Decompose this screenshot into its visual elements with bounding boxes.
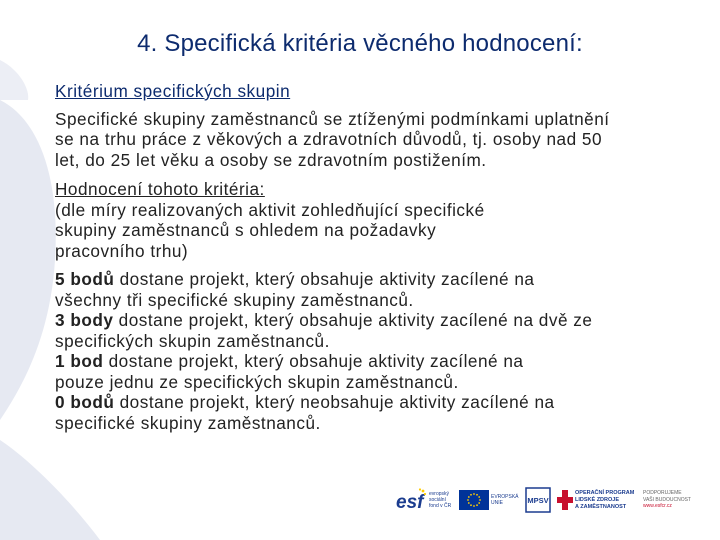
score-1-line-1 [55,351,680,372]
score-5-line-1 [55,269,680,290]
op-caption-line-1: OPERAČNÍ PROGRAM [575,489,635,496]
support-caption-line-2: VAŠI BUDOUCNOST [643,496,691,503]
score-5-points: 5 bodů [55,269,115,289]
op-lzz-icon [557,489,573,511]
op-caption-line-3: A ZAMĚSTNANOST [575,503,627,510]
score-1-text: dostane projekt, který obsahuje aktivity zacílené na [103,351,524,371]
footer-logos [395,481,715,519]
score-0-text: dostane projekt, který neobsahuje aktivity zacílené na [114,392,555,412]
evaluation-note-line-2: skupiny zaměstnanců s ohledem na požadavky [55,220,437,240]
op-caption [575,490,637,511]
mpsv-logo-icon [525,487,551,513]
score-0-points: 0 bodů [55,392,115,412]
score-3-line-2: specifických skupin zaměstnanců. [55,330,330,351]
esf-logo-icon [395,487,427,513]
op-lzz-logo [557,489,637,511]
evaluation-heading: Hodnocení tohoto kritéria: [55,179,265,199]
eu-flag-icon [459,490,489,510]
score-0-line-2: specifické skupiny zaměstnanců. [55,412,321,433]
score-1-line-2: pouze jednu ze specifických skupin zaměstnanců. [55,371,459,392]
esf-caption-line-3: fond v ČR [429,503,452,509]
score-5-line-2: všechny tři specifické skupiny zaměstnanců. [55,289,414,310]
support-caption [643,490,695,510]
slide-title: 4. Specifická kritéria věcného hodnocení: [137,30,583,57]
score-0-line-1 [55,392,680,413]
esf-logo-text: esf [396,492,424,513]
esf-caption-line-2: sociální [429,497,446,503]
support-url-link[interactable]: www.esfcr.cz [643,503,672,510]
score-1-points: 1 bod [55,351,104,371]
esf-caption [429,491,453,509]
eu-caption: EVROPSKÁ UNIE [491,494,519,506]
op-caption-line-2: LIDSKÉ ZDROJE [575,496,620,503]
esf-logo [395,487,453,513]
score-3-line-1 [55,310,680,331]
evaluation-note-line-1: (dle míry realizovaných aktivit zohledňující specifické [55,199,485,220]
support-caption-line-1: PODPORUJEME [643,490,682,497]
mpsv-logo-text: MPSV [527,496,549,505]
intro-line-2: se na trhu práce z věkových a zdravotních důvodů, tj. osoby nad 50 [55,129,603,149]
score-3-points: 3 body [55,310,114,330]
intro-line-1: Specifické skupiny zaměstnanců se ztíženými podmínkami uplatnění [55,108,610,129]
esf-caption-line-1: evropský [429,491,450,497]
criterion-heading: Kritérium specifických skupin [55,81,291,101]
slide-content [55,81,680,433]
score-3-text: dostane projekt, který obsahuje aktivity zacílené na dvě ze [113,310,593,330]
intro-line-3: let, do 25 let věku a osoby se zdravotním postižením. [55,149,487,170]
score-5-text: dostane projekt, který obsahuje aktivity zacílené na [114,269,535,289]
evaluation-note-line-3: pracovního trhu) [55,240,189,261]
